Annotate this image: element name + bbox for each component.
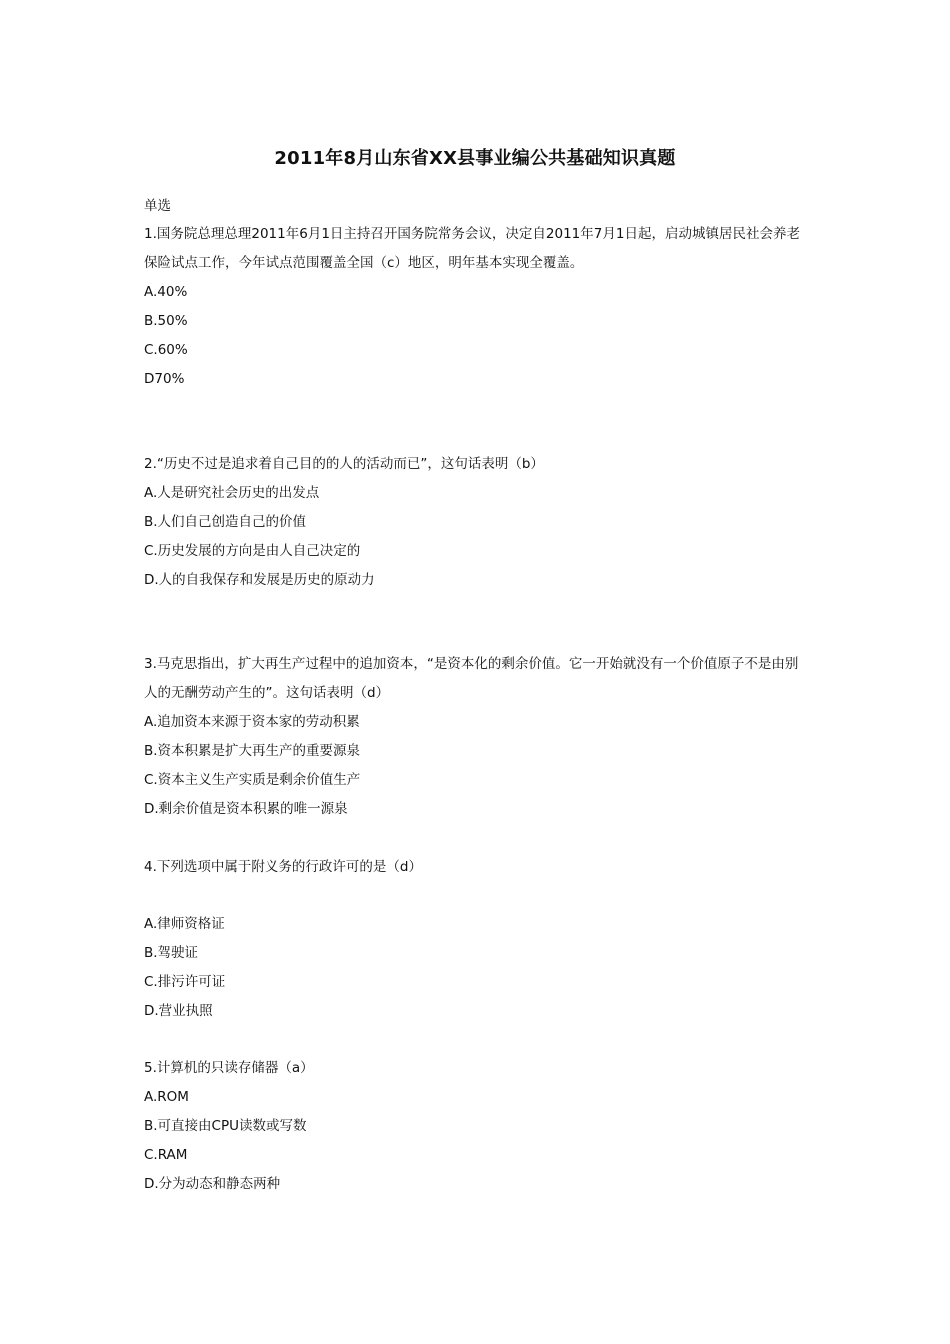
question-5-stem: 5.计算机的只读存储器（a） (144, 1060, 314, 1076)
question-5-option-b: B.可直接由CPU读数或写数 (144, 1118, 307, 1134)
question-3-option-b: B.资本积累是扩大再生产的重要源泉 (144, 743, 361, 759)
question-4-option-b: B.驾驶证 (144, 945, 199, 961)
question-1-option-a: A.40% (144, 284, 188, 300)
question-2-option-d: D.人的自我保存和发展是历史的原动力 (144, 572, 375, 588)
document-title: 2011年8月山东省XX县事业编公共基础知识真题 (274, 148, 676, 169)
question-3-stem: 3.马克思指出，扩大再生产过程中的追加资本，“是资本化的剩余价值。它一开始就没有一个价值原子不是由别人的无酬劳动产生的”。这句话表明（d） (144, 656, 799, 701)
question-4-option-d: D.营业执照 (144, 1003, 213, 1019)
question-1-option-d: D70% (144, 371, 185, 387)
question-2-option-a: A.人是研究社会历史的出发点 (144, 485, 320, 501)
question-2-option-c: C.历史发展的方向是由人自己决定的 (144, 543, 361, 559)
question-5-option-a: A.ROM (144, 1089, 189, 1105)
question-1-stem: 1.国务院总理总理2011年6月1日主持召开国务院常务会议，决定自2011年7月1日起，启动城镇居民社会养老保险试点工作，今年试点范围覆盖全国（c）地区，明年基本实现全覆盖。 (144, 226, 800, 271)
question-1-option-c: C.60% (144, 342, 188, 358)
question-3-option-c: C.资本主义生产实质是剩余价值生产 (144, 772, 361, 788)
question-2-stem: 2.“历史不过是追求着自己目的的人的活动而已”，这句话表明（b） (144, 456, 544, 472)
question-1-option-b: B.50% (144, 313, 188, 329)
question-5-option-d: D.分为动态和静态两种 (144, 1176, 281, 1192)
question-2-option-b: B.人们自己创造自己的价值 (144, 514, 307, 530)
question-4-option-c: C.排污许可证 (144, 974, 226, 990)
question-3-option-d: D.剩余价值是资本积累的唯一源泉 (144, 801, 348, 817)
question-5-option-c: C.RAM (144, 1147, 188, 1163)
question-4-stem: 4.下列选项中属于附义务的行政许可的是（d） (144, 859, 422, 875)
question-4-option-a: A.律师资格证 (144, 916, 225, 932)
section-heading: 单选 (144, 198, 171, 214)
question-3-option-a: A.追加资本来源于资本家的劳动积累 (144, 714, 360, 730)
